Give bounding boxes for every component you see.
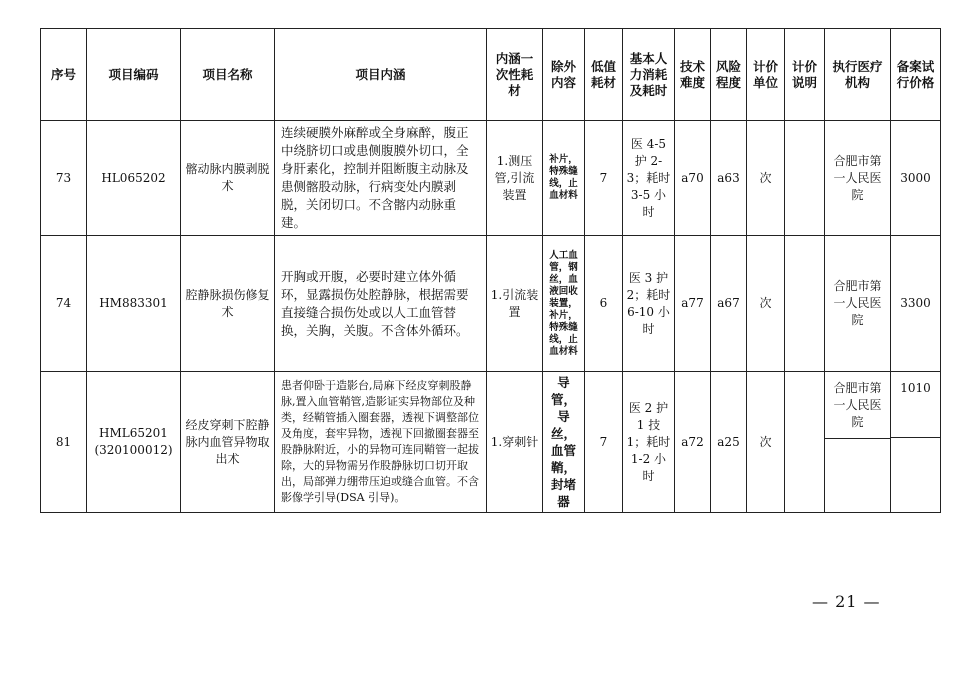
header-risk: 风险程度 xyxy=(711,29,747,121)
cell-name: 经皮穿刺下腔静脉内血管异物取出术 xyxy=(181,372,275,513)
cell-low-value: 6 xyxy=(585,236,623,372)
table-header-row xyxy=(41,29,941,121)
cell-code: HM883301 xyxy=(87,236,181,372)
cell-labor: 医 2 护 1 技 1；耗时 1-2 小时 xyxy=(623,372,675,513)
cell-name: 髂动脉内膜剥脱术 xyxy=(181,121,275,236)
header-name: 项目名称 xyxy=(181,29,275,121)
price-table-sheet xyxy=(40,28,940,513)
cell-code: HL065202 xyxy=(87,121,181,236)
cell-unit: 次 xyxy=(747,372,785,513)
cell-institution: 合肥市第一人民医院 xyxy=(825,121,891,236)
cell-consumable: 1.测压管,引流装置 xyxy=(487,121,543,236)
cell-consumable: 1.引流装置 xyxy=(487,236,543,372)
cell-seq: 81 xyxy=(41,372,87,513)
cell-content: 开胸或开腹，必要时建立体外循环，显露损伤处腔静脉，根据需要直接缝合损伤处或以人工血管替换，关胸，关腹。不含体外循环。 xyxy=(275,236,487,372)
cell-price-text: 1010 xyxy=(891,372,940,438)
table-row xyxy=(41,236,941,372)
page-number: — 21 — xyxy=(812,592,881,611)
header-price: 备案试行价格 xyxy=(891,29,941,121)
cell-tech: a77 xyxy=(675,236,711,372)
cell-labor: 医 4-5 护 2-3；耗时 3-5 小时 xyxy=(623,121,675,236)
cell-note xyxy=(785,236,825,372)
cell-seq: 74 xyxy=(41,236,87,372)
cell-content: 连续硬膜外麻醉或全身麻醉，腹正中绕脐切口或患侧腹膜外切口，全身肝素化，控制并阻断腹主动脉及患侧髂股动脉，行病变处内膜剥脱，关闭切口。不含髂内动脉重建。 xyxy=(275,121,487,236)
header-note: 计价说明 xyxy=(785,29,825,121)
header-labor: 基本人力消耗及耗时 xyxy=(623,29,675,121)
cell-low-value: 7 xyxy=(585,121,623,236)
cell-institution-empty xyxy=(825,439,890,503)
cell-tech: a72 xyxy=(675,372,711,513)
cell-low-value: 7 xyxy=(585,372,623,513)
cell-note xyxy=(785,372,825,513)
header-content: 项目内涵 xyxy=(275,29,487,121)
cell-unit: 次 xyxy=(747,121,785,236)
cell-labor: 医 3 护 2；耗时 6-10 小时 xyxy=(623,236,675,372)
table-row xyxy=(41,372,941,513)
header-unit: 计价单位 xyxy=(747,29,785,121)
cell-code-primary: HML65201 xyxy=(99,426,168,440)
header-excluded: 除外内容 xyxy=(543,29,585,121)
cell-seq: 73 xyxy=(41,121,87,236)
cell-risk: a67 xyxy=(711,236,747,372)
cell-unit: 次 xyxy=(747,236,785,372)
cell-risk: a25 xyxy=(711,372,747,513)
header-seq: 序号 xyxy=(41,29,87,121)
cell-institution-text: 合肥市第一人民医院 xyxy=(825,372,890,439)
header-low-value: 低值耗材 xyxy=(585,29,623,121)
cell-code xyxy=(87,372,181,513)
header-code: 项目编码 xyxy=(87,29,181,121)
cell-excluded: 补片，特殊缝线，止血材料 xyxy=(543,121,585,236)
cell-institution: 合肥市第一人民医院 xyxy=(825,236,891,372)
cell-risk: a63 xyxy=(711,121,747,236)
cell-price-empty xyxy=(891,438,940,502)
price-table xyxy=(40,28,941,513)
cell-price: 3000 xyxy=(891,121,941,236)
cell-consumable: 1.穿刺针 xyxy=(487,372,543,513)
cell-content: 患者仰卧于造影台,局麻下经皮穿刺股静脉,置入血管鞘管,造影证实异物部位及种类，经鞘管插入圈套器，透视下调整部位及角度，套牢异物，透视下回撤圈套器至股静脉附近，小的异物可连同鞘管一起拔除，大的异物需另作股静脉切口切开取出，局部弹力绷带压迫或缝合血管。不含影像学引导(DSA 引导)。 xyxy=(275,372,487,513)
cell-price: 3300 xyxy=(891,236,941,372)
table-row xyxy=(41,121,941,236)
cell-tech: a70 xyxy=(675,121,711,236)
header-institution: 执行医疗机构 xyxy=(825,29,891,121)
cell-excluded: 导管，导丝，血管鞘，封堵器 xyxy=(543,372,585,513)
cell-code-secondary: (320100012) xyxy=(94,443,173,457)
header-tech: 技术难度 xyxy=(675,29,711,121)
cell-note xyxy=(785,121,825,236)
cell-excluded: 人工血管，钢丝，血液回收装置，补片，特殊缝线，止血材料 xyxy=(543,236,585,372)
header-consumable: 内涵一次性耗材 xyxy=(487,29,543,121)
cell-institution xyxy=(825,372,891,513)
cell-price xyxy=(891,372,941,513)
cell-name: 腔静脉损伤修复术 xyxy=(181,236,275,372)
